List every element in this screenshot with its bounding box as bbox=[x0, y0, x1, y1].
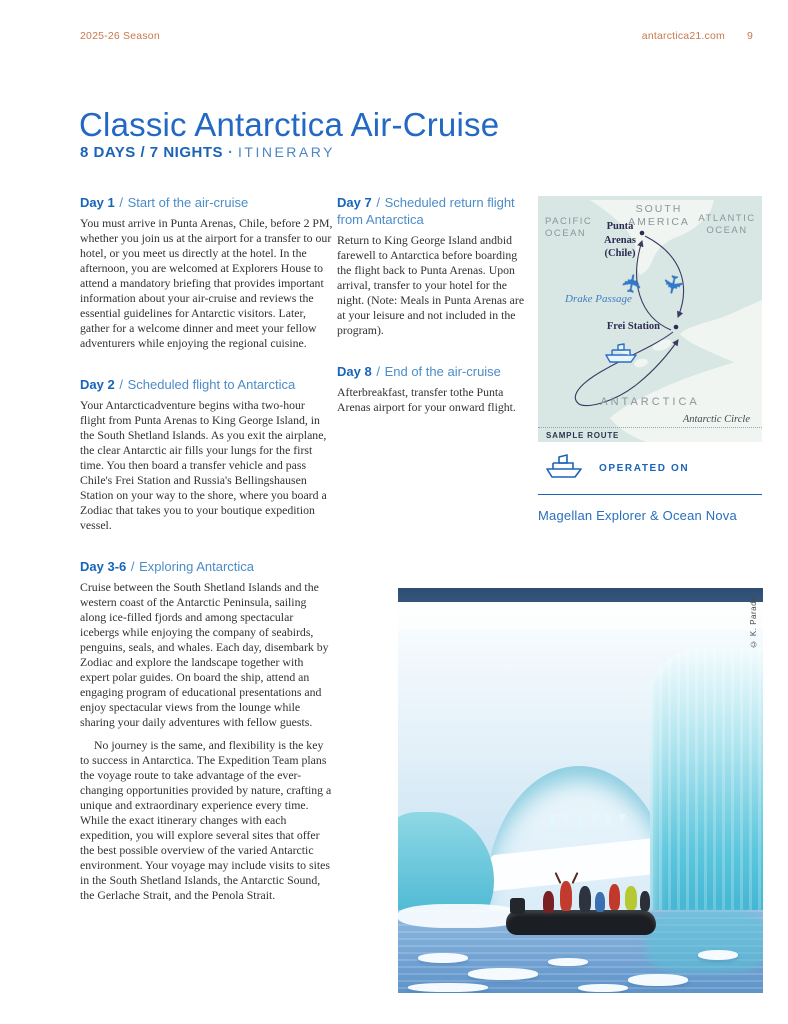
day-8-slash: / bbox=[376, 364, 380, 379]
plane-northbound-icon: ✈ bbox=[616, 270, 649, 297]
day-1-label: Day 1 bbox=[80, 195, 115, 210]
zodiac-iceberg-photo bbox=[398, 588, 763, 993]
south-america-label: SOUTH AMERICA bbox=[628, 203, 690, 229]
subtitle-separator: · bbox=[228, 144, 233, 161]
day-7-slash: / bbox=[376, 195, 380, 210]
day-3-6-section bbox=[80, 558, 333, 903]
photo-ice-shelf-band bbox=[398, 904, 520, 928]
day-2-body: Your Antarcticadventure begins witha two-hour flight from Punta Arenas to King George Island, in the South Shetland Islands. As you exit the airplane, the clear Antarctic air fills your lungs for the first time. You then board a transfer vehicle and pass Chile's Frei Station and Russia's Bellingshausen Station on your way to the shore, where you board a Zodiac that takes you to your boutique expedition vessel. bbox=[80, 398, 327, 532]
day-2-slash: / bbox=[119, 377, 123, 392]
page-subtitle bbox=[80, 144, 335, 161]
drake-passage-label: Drake Passage bbox=[565, 293, 632, 305]
page-number: 9 bbox=[746, 30, 753, 42]
itinerary-label: ITINERARY bbox=[238, 144, 335, 160]
day-3-6-body-2: No journey is the same, and flexibility is the key to success in Antarctica. The Expedition Team plans the voyage route to take advantage of the ever-changing opportunities provided by nature, crafting a unique and extraordinary experience every time. While the exact itinerary changes with each expedition, you will explore several sites that offer the best possible overview of the varied Antarctic environment. Your voyage may include visits to sites in the South Shetland Islands, the Antarctic Sound, the Gerlache Strait, and the Penola Strait. bbox=[80, 738, 332, 902]
day-2-title: Scheduled flight to Antarctica bbox=[127, 377, 296, 392]
punta-arenas-label: Punta Arenas (Chile) bbox=[604, 221, 636, 260]
day-7-heading bbox=[337, 194, 530, 228]
frei-station-label: Frei Station bbox=[606, 321, 660, 332]
itinerary-column-right bbox=[337, 194, 530, 440]
season-label: 2025-26 Season bbox=[80, 30, 160, 42]
day-7-title: Scheduled return flight from Antarctica bbox=[337, 195, 515, 227]
page-title: Classic Antarctica Air-Cruise bbox=[79, 106, 500, 144]
antarctic-circle-label: Antarctic Circle bbox=[682, 414, 750, 425]
day-2-heading bbox=[80, 376, 333, 393]
day-1-heading bbox=[80, 194, 333, 211]
day-1-body: You must arrive in Punta Arenas, Chile, before 2 PM, whether you join us at the airport for a transfer to our hotel, or you meet us directly at the hotel. In the afternoon, you are welcomed at Explorers House to attend a mandatory briefing that provides important information about your air-cruise and reviews the essential guidelines for Antarctic visitors. Later, gather for a welcome dinner and meet your fellow adventurers while enjoying the regional cuisine. bbox=[80, 216, 333, 350]
day-8-title: End of the air-cruise bbox=[384, 364, 501, 379]
day-7-body: Return to King George Island andbid farewell to Antarctica before boarding the flight back to Punta Arenas. Upon arrival, transfer to your hotel for the night. (Note: Meals in Punta Arenas are at your leisure and not included in the program). bbox=[337, 233, 525, 337]
atlantic-ocean-label: ATLANTIC OCEAN bbox=[698, 213, 756, 236]
day-2-section bbox=[80, 376, 333, 533]
photo-zodiac-boat bbox=[506, 910, 656, 935]
page-header bbox=[80, 30, 753, 42]
ship-icon bbox=[604, 342, 638, 369]
operated-on-label: OPERATED ON bbox=[599, 463, 690, 474]
day-8-body: Afterbreakfast, transfer tothe Punta Arenas airport for your onward flight. bbox=[337, 385, 516, 414]
operated-on-section bbox=[538, 452, 762, 523]
day-2-label: Day 2 bbox=[80, 377, 115, 392]
day-8-heading bbox=[337, 363, 530, 380]
day-3-6-label: Day 3-6 bbox=[80, 559, 127, 574]
day-7-label: Day 7 bbox=[337, 195, 372, 210]
day-7-section bbox=[337, 194, 530, 338]
ship-names: Magellan Explorer & Ocean Nova bbox=[538, 508, 737, 523]
day-3-6-slash: / bbox=[130, 559, 135, 574]
route-map bbox=[538, 196, 762, 442]
duration-label: 8 DAYS / 7 NIGHTS bbox=[80, 144, 223, 161]
pacific-ocean-label: PACIFIC OCEAN bbox=[545, 216, 593, 239]
day-3-6-title: Exploring Antarctica bbox=[139, 559, 255, 574]
day-1-slash: / bbox=[119, 195, 123, 210]
day-1-section bbox=[80, 194, 333, 351]
cruise-ship-icon bbox=[544, 452, 584, 485]
website-link[interactable]: antarctica21.com bbox=[641, 30, 725, 42]
header-right bbox=[642, 30, 753, 42]
antarctic-circle-line bbox=[538, 427, 762, 428]
day-1-title: Start of the air-cruise bbox=[127, 195, 249, 210]
photo-credit: © K. Parada bbox=[749, 596, 758, 649]
antarctica-label: ANTARCTICA bbox=[600, 396, 700, 408]
photo-boat-motor bbox=[510, 898, 525, 914]
itinerary-column-left bbox=[80, 194, 333, 928]
sample-route-label: SAMPLE ROUTE bbox=[546, 431, 620, 440]
operated-on-divider bbox=[538, 494, 762, 495]
operated-on-row bbox=[538, 452, 762, 485]
plane-southbound-icon: ✈ bbox=[656, 271, 689, 298]
day-3-6-heading bbox=[80, 558, 333, 575]
day-3-6-body: Cruise between the South Shetland Islands and the western coast of the Antarctic Peninsula, sailing along ice-filled fjords and among spectacular icebergs while enjoying the company of seabirds, penguins, seals, and whales. Each day, disembark by Zodiac and explore the landscape together with expert polar guides. On board the ship, attend an engaging program of educational presentations and enjoy spectacular views from the lounge while sharing your daily adventures with fellow guests. bbox=[80, 580, 329, 729]
day-8-section bbox=[337, 363, 530, 415]
day-8-label: Day 8 bbox=[337, 364, 372, 379]
photo-turquoise-reflection bbox=[646, 910, 763, 972]
